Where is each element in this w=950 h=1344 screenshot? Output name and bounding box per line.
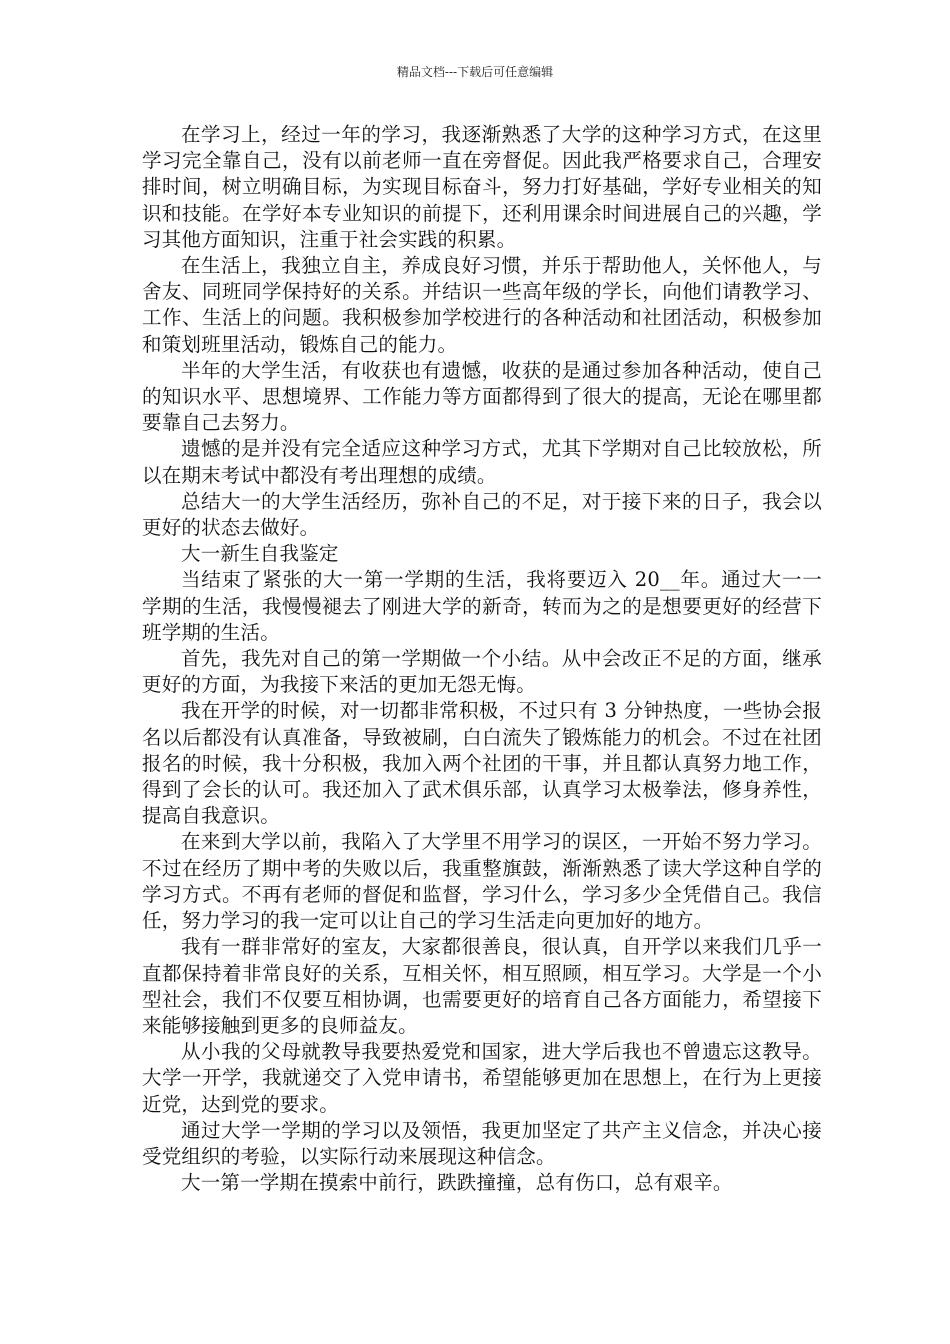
paragraph-party: 从小我的父母就教导我要热爱党和国家，进大学后我也不曾遗忘这教导。大学一开学，我就递交了入党申请书，希望能够更加在思想上，在行为上更接近党，达到党的要求。 (142, 1040, 822, 1116)
page-header: 精品文档---下载后可任意编辑 (396, 65, 554, 79)
paragraph-regrets: 遗憾的是并没有完全适应这种学习方式，尤其下学期对自己比较放松，所以在期末考试中都没有考出理想的成绩。 (142, 437, 822, 487)
paragraph-summary: 总结大一的大学生活经历，弥补自己的不足，对于接下来的日子，我会以更好的状态去做好。 (142, 489, 822, 540)
document-body (142, 122, 822, 1196)
paragraph-life: 在生活上，我独立自主，养成良好习惯，并乐于帮助他人，关怀他人，与舍友、同班同学保持好的关系。并结识一些高年级的学长，向他们请教学习、工作、生活上的问题。我积极参加学校进行的各种活动和社团活动，积极参加和策划班里活动，锻炼自己的能力。 (142, 254, 822, 356)
paragraph-study: 在学习上，经过一年的学习，我逐渐熟悉了大学的这种学习方式，在这里学习完全靠自己，没有以前老师一直在旁督促。因此我严格要求自己，合理安排时间，树立明确目标，为实现目标奋斗，努力打好基础，学好专业相关的知识和技能。在学好本专业知识的前提下，还利用课余时间进展自己的兴趣，学习其他方面知识，注重于社会实践的积累。 (142, 123, 822, 251)
paragraph-first: 首先，我先对自己的第一学期做一个小结。从中会改正不足的方面，继承更好的方面，为我接下来活的更加无怨无悔。 (142, 647, 822, 697)
paragraph-roommates: 我有一群非常好的室友，大家都很善良，很认真，自开学以来我们几乎一直都保持着非常良好的关系，互相关怀，相互照顾，相互学习。大学是一个小型社会，我们不仅要互相协调，也需要更好的培育自己各方面能力，希望接下来能够接触到更多的良师益友。 (142, 935, 822, 1037)
section-title: 大一新生自我鉴定 (181, 542, 339, 566)
paragraph-intro: 当结束了紧张的大一第一学期的生活，我将要迈入 20__年。通过大一一学期的生活，我慢慢褪去了刚进大学的新奇，转而为之的是想要更好的经营下班学期的生活。 (142, 568, 822, 644)
paragraph-gains: 半年的大学生活，有收获也有遗憾，收获的是通过参加各种活动，使自己的知识水平、思想境界、工作能力等方面都得到了很大的提高，无论在哪里都要靠自己去努力。 (142, 358, 822, 435)
paragraph-learning: 在来到大学以前，我陷入了大学里不用学习的误区，一开始不努力学习。不过在经历了期中考的失败以后，我重整旗鼓，渐渐熟悉了读大学这种自学的学习方式。不再有老师的督促和监督，学习什么，学习多少全凭借自己。我信任，努力学习的我一定可以让自己的学习生活走向更加好的地方。 (142, 830, 822, 933)
paragraph-closing: 大一第一学期在摸索中前行，跌跌撞撞，总有伤口，总有艰辛。 (181, 1171, 733, 1195)
paragraph-activities: 我在开学的时候，对一切都非常积极，不过只有 3 分钟热度，一些协会报名以后都没有认真准备，导致被刷，白白流失了锻炼能力的机会。不过在社团报名的时候，我十分积极，我加入两个社团的干事，并且都认真努力地工作，得到了会长的认可。我还加入了武术俱乐部，认真学习太极拳法，修身养性，提高自我意识。 (142, 699, 822, 828)
paragraph-belief: 通过大学一学期的学习以及领悟，我更加坚定了共产主义信念，并决心接受党组织的考验，以实际行动来展现这种信念。 (142, 1118, 822, 1168)
